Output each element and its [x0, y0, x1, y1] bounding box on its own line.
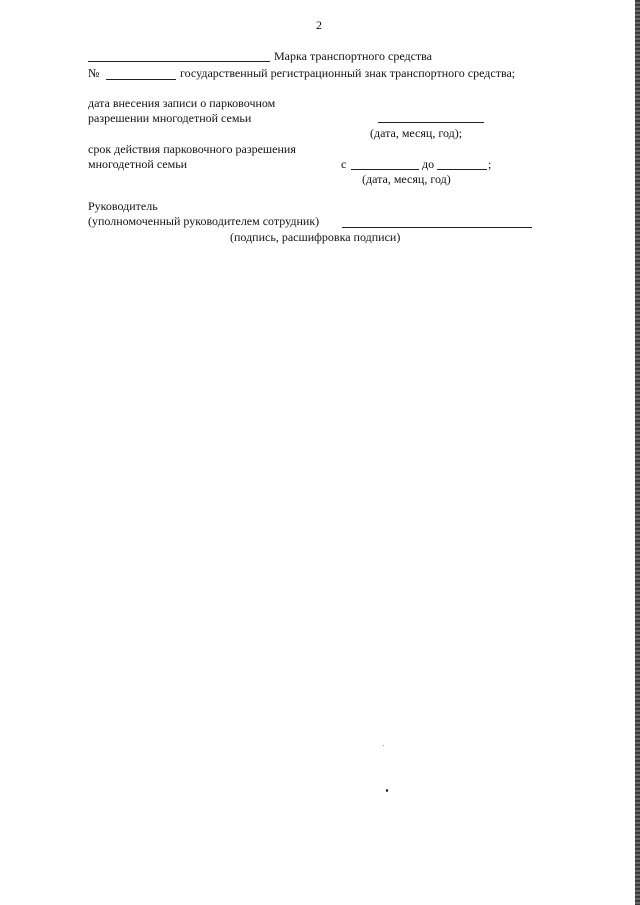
- signature-title: Руководитель: [88, 199, 158, 213]
- record-date-label-line1: дата внесения записи о парковочном: [88, 96, 276, 110]
- validity-to-blank: [437, 169, 487, 170]
- validity-label-line1: срок действия парковочного разрешения: [88, 142, 296, 156]
- validity-from-label: с: [341, 157, 347, 171]
- scan-speck: [386, 789, 388, 792]
- page-number: 2: [316, 18, 322, 32]
- validity-from-blank: [351, 169, 419, 170]
- record-date-hint: (дата, месяц, год);: [370, 126, 463, 140]
- signature-blank: [342, 227, 532, 228]
- vehicle-brand-label: Марка транспортного средства: [274, 49, 432, 63]
- record-date-label-line2: разрешении многодетной семьи: [88, 111, 252, 125]
- validity-end-mark: ;: [488, 157, 492, 171]
- scan-speck: [383, 745, 384, 746]
- signature-hint: (подпись, расшифровка подписи): [230, 230, 401, 244]
- scan-edge-shadow: [635, 0, 640, 905]
- number-sign: №: [88, 66, 100, 80]
- validity-to-label: до: [422, 157, 435, 171]
- vehicle-brand-blank: [88, 61, 270, 62]
- signature-subtitle: (уполномоченный руководителем сотрудник): [88, 214, 320, 228]
- validity-hint: (дата, месяц, год): [362, 172, 451, 186]
- validity-label-line2: многодетной семьи: [88, 157, 188, 171]
- plate-label: государственный регистрационный знак транспортного средства;: [180, 66, 516, 80]
- record-date-blank: [378, 122, 484, 123]
- plate-number-blank: [106, 79, 176, 80]
